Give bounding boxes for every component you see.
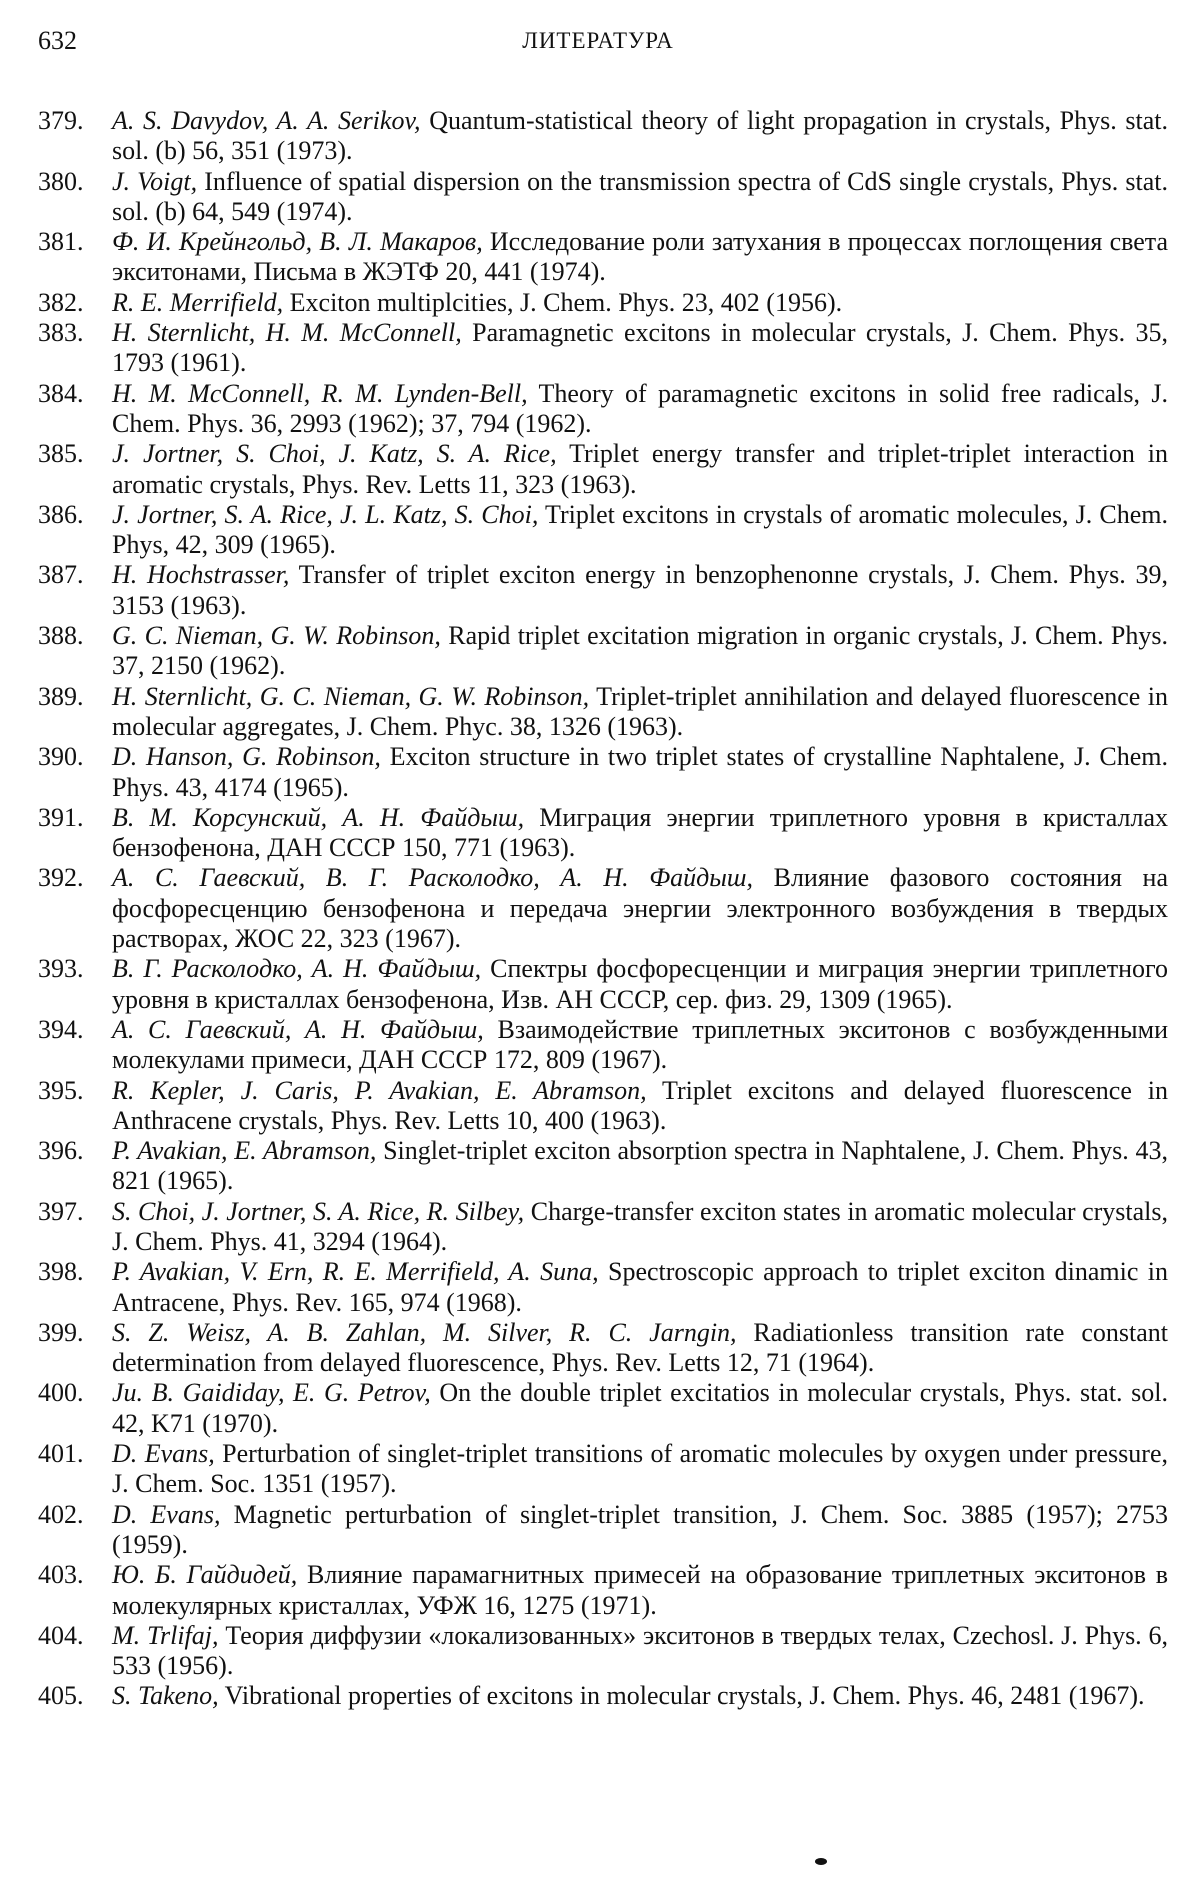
reference-citation: Transfer of triplet exciton energy in benzophenonne crystals, J. Chem. Phys. 39, 3153 (1963). [112, 560, 1168, 620]
reference-number: 385. [38, 439, 84, 469]
reference-number: 393. [38, 954, 84, 984]
reference-citation: Исследование роли затухания в процессах поглощения света экситонами, Письма в ЖЭТФ 20, 441 (1974). [112, 227, 1168, 287]
page-header [38, 26, 1158, 62]
reference-number: 404. [38, 1620, 84, 1650]
reference-item [38, 560, 1168, 621]
reference-item [38, 1378, 1168, 1439]
reference-authors: А. С. Гаевский, В. Г. Расколодко, А. Н. Файдыш, [112, 863, 754, 893]
reference-number: 384. [38, 378, 84, 408]
reference-item [38, 803, 1168, 864]
reference-citation: Charge-transfer exciton states in aromatic molecular crystals, J. Chem. Phys. 41, 3294 (1964). [112, 1196, 1168, 1256]
ink-blot-mark [815, 1858, 827, 1865]
reference-authors: H. Hochstrasser, [112, 560, 290, 590]
reference-item [38, 1560, 1168, 1621]
reference-citation: Exciton structure in two triplet states of crystalline Naphtalene, J. Chem. Phys. 43, 4174 (1965). [112, 742, 1169, 802]
reference-item [38, 1076, 1168, 1137]
reference-item [38, 1621, 1168, 1682]
reference-authors: А. С. Гаевский, А. Н. Файдыш, [112, 1014, 484, 1044]
reference-authors: G. C. Nieman, G. W. Robinson, [112, 621, 441, 651]
reference-citation: Spectroscopic approach to triplet exciton dinamic in Antracene, Phys. Rev. 165, 974 (1968). [112, 1257, 1168, 1317]
reference-number: 392. [38, 863, 84, 893]
reference-number: 396. [38, 1136, 84, 1166]
reference-authors: A. S. Davydov, A. A. Serikov, [112, 106, 421, 135]
reference-authors: M. Trlifaj, [112, 1620, 219, 1650]
reference-number: 397. [38, 1196, 84, 1226]
reference-citation: Triplet excitons and delayed fluorescence in Anthracene crystals, Phys. Rev. Letts 10, 400 (1963). [112, 1075, 1168, 1135]
reference-item [38, 1439, 1168, 1500]
reference-citation: Perturbation of singlet-triplet transitions of aromatic molecules by oxygen under pressure, J. Chem. Soc. 1351 (1957). [112, 1439, 1168, 1499]
reference-item [38, 500, 1168, 561]
reference-item [38, 1681, 1168, 1711]
reference-citation: Radiationless transition rate constant determination from delayed fluorescence, Phys. Rev. Letts 12, 71 (1964). [112, 1317, 1168, 1378]
reference-citation: Quantum-statistical theory of light propagation in crystals, Phys. stat. sol. (b) 56, 351 (1973). [112, 106, 1168, 166]
reference-citation: Magnetic perturbation of singlet-triplet transition, J. Chem. Soc. 3885 (1957); 2753 (1959). [112, 1499, 1168, 1559]
reference-item [38, 439, 1168, 500]
reference-number: 401. [38, 1439, 84, 1469]
reference-item [38, 1015, 1168, 1076]
reference-item [38, 106, 1168, 167]
reference-item [38, 682, 1168, 743]
reference-authors: Ф. И. Крейнгольд, В. Л. Макаров, [112, 227, 483, 257]
reference-number: 382. [38, 287, 84, 317]
reference-authors: R. E. Merrifield, [112, 287, 284, 317]
reference-authors: P. Avakian, V. Ern, R. E. Merrifield, A. Suna, [112, 1257, 599, 1287]
reference-citation: Theory of paramagnetic excitons in solid free radicals, J. Chem. Phys. 36, 2993 (1962); 37, 794 (1962). [112, 378, 1169, 438]
reference-number: 389. [38, 681, 84, 711]
reference-authors: S. Takeno, [112, 1681, 219, 1711]
reference-number: 380. [38, 166, 84, 196]
reference-item [38, 288, 1168, 318]
reference-number: 398. [38, 1257, 84, 1287]
reference-authors: J. Jortner, S. A. Rice, J. L. Katz, S. Choi, [112, 499, 539, 529]
reference-authors: Ju. B. Gaididay, E. G. Petrov, [112, 1378, 431, 1408]
reference-number: 383. [38, 318, 84, 348]
reference-number: 388. [38, 621, 84, 651]
reference-number: 403. [38, 1560, 84, 1590]
reference-item [38, 379, 1168, 440]
reference-citation: Спектры фосфоресценции и миграция энергии триплетного уровня в кристаллах бензофенона, Изв. АН СССР, сер. физ. 29, 1309 (1965). [112, 954, 1169, 1014]
reference-citation: Vibrational properties of excitons in molecular crystals, J. Chem. Phys. 46, 2481 (1967). [218, 1681, 1145, 1711]
reference-item [38, 1257, 1168, 1318]
reference-citation: Взаимодействие триплетных экситонов с возбужденными молекулами примеси, ДАН СССР 172, 809 (1967). [112, 1014, 1168, 1075]
reference-item [38, 1136, 1168, 1197]
reference-number: 394. [38, 1014, 84, 1044]
reference-item [38, 167, 1168, 228]
reference-authors: J. Voigt, [112, 166, 198, 196]
reference-item [38, 1197, 1168, 1258]
reference-item [38, 1318, 1168, 1379]
reference-authors: H. M. McConnell, R. M. Lynden-Bell, [112, 378, 528, 408]
reference-citation: Triplet-triplet annihilation and delayed fluorescence in molecular aggregates, J. Chem. Phyc. 38, 1326 (1963). [112, 681, 1168, 741]
reference-citation: Triplet energy transfer and triplet-triplet interaction in aromatic crystals, Phys. Rev. Letts 11, 323 (1963). [112, 439, 1168, 499]
reference-number: 386. [38, 499, 84, 529]
running-title: ЛИТЕРАТУРА [522, 28, 674, 53]
reference-number: 405. [38, 1681, 84, 1711]
reference-citation: On the double triplet excitatios in molecular crystals, Phys. stat. sol. 42, K71 (1970). [112, 1378, 1168, 1438]
reference-authors: S. Choi, J. Jortner, S. A. Rice, R. Silbey, [112, 1196, 525, 1226]
reference-authors: H. Sternlicht, G. C. Nieman, G. W. Robinson, [112, 681, 590, 711]
reference-citation: Singlet-triplet exciton absorption spectra in Naphtalene, J. Chem. Phys. 43, 821 (1965). [112, 1136, 1168, 1196]
reference-item [38, 742, 1168, 803]
reference-authors: D. Evans, [112, 1439, 215, 1469]
reference-item [38, 1500, 1168, 1561]
reference-item [38, 954, 1168, 1015]
reference-item [38, 227, 1168, 288]
reference-authors: В. Г. Расколодко, А. Н. Файдыш, [112, 954, 482, 984]
reference-authors: H. Sternlicht, H. M. McConnell, [112, 318, 462, 348]
reference-number: 399. [38, 1317, 84, 1347]
reference-authors: R. Kepler, J. Caris, P. Avakian, E. Abramson, [112, 1075, 647, 1105]
reference-citation: Exciton multiplcities, J. Chem. Phys. 23, 402 (1956). [283, 287, 843, 317]
reference-authors: S. Z. Weisz, A. B. Zahlan, M. Silver, R. C. Jarngin, [112, 1317, 737, 1347]
reference-citation: Paramagnetic excitons in molecular crystals, J. Chem. Phys. 35, 1793 (1961). [112, 318, 1168, 378]
reference-number: 390. [38, 742, 84, 772]
reference-number: 400. [38, 1378, 84, 1408]
reference-item [38, 863, 1168, 954]
reference-citation: Rapid triplet excitation migration in organic crystals, J. Chem. Phys. 37, 2150 (1962). [112, 621, 1168, 681]
reference-list [38, 106, 1168, 1712]
reference-number: 387. [38, 560, 84, 590]
reference-number: 391. [38, 802, 84, 832]
reference-citation: Влияние парамагнитных примесей на образование триплетных экситонов в молекулярных кристаллах, УФЖ 16, 1275 (1971). [112, 1560, 1169, 1620]
reference-number: 381. [38, 227, 84, 257]
reference-item [38, 318, 1168, 379]
reference-authors: J. Jortner, S. Choi, J. Katz, S. A. Rice, [112, 439, 557, 469]
page-number: 632 [38, 26, 77, 55]
reference-item [38, 621, 1168, 682]
reference-citation: Influence of spatial dispersion on the transmission spectra of CdS single crystals, Phys. stat. sol. (b) 64, 549 (1974). [112, 166, 1168, 226]
reference-number: 402. [38, 1499, 84, 1529]
reference-number: 395. [38, 1075, 84, 1105]
reference-authors: P. Avakian, E. Abramson, [112, 1136, 377, 1166]
reference-citation: Влияние фазового состояния на фосфоресценцию бензофенона и передача энергии электронного возбуждения в твердых растворах, ЖОС 22, 323 (1967). [112, 863, 1168, 954]
reference-authors: D. Evans, [112, 1499, 221, 1529]
reference-citation: Теория диффузии «локализованных» экситонов в твердых телах, Czechosl. J. Phys. 6, 533 (1956). [112, 1620, 1168, 1681]
reference-citation: Triplet excitons in crystals of aromatic molecules, J. Chem. Phys, 42, 309 (1965). [112, 499, 1169, 560]
reference-citation: Миграция энергии триплетного уровня в кристаллах бензофенона, ДАН СССР 150, 771 (1963). [112, 802, 1168, 863]
reference-authors: В. М. Корсунский, А. Н. Файдыш, [112, 802, 525, 832]
reference-authors: Ю. Б. Гайдидей, [112, 1560, 298, 1590]
reference-authors: D. Hanson, G. Robinson, [112, 742, 381, 772]
reference-number: 379. [38, 106, 84, 135]
